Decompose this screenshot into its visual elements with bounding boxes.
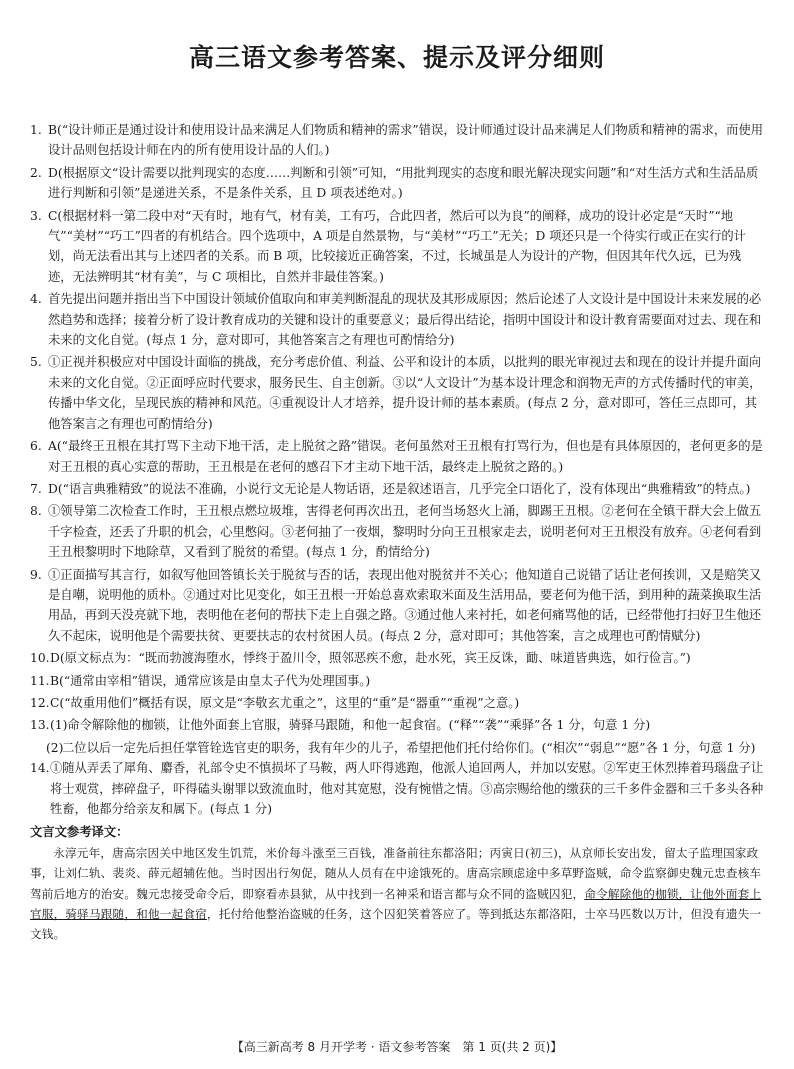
answer-item	[30, 120, 764, 161]
answer-number: 11.	[30, 673, 50, 688]
page-title: 高三语文参考答案、提示及评分细则	[188, 43, 605, 72]
answer-item-13	[30, 715, 764, 735]
answer-text: ①领导第二次检查工作时，王丑根点燃垃圾堆，害得老何再次出丑，老何当场怒火上涌，脚踢王丑根。②老何在全镇干群大会上做五千字检查，还丢了升职的机会，心里憋闷。③老何抽了一夜烟，黎明时分向王丑根家走去，说明老何对王丑根没有放弃。④老何看到王丑根黎明时下地除草，又看到了脱贫的希望。(每点 1 分，酌情给分)	[48, 504, 762, 560]
answer-item	[30, 758, 764, 819]
answer-text: ①随从弄丢了犀角、麝香，礼部令史不慎损坏了马鞍，两人吓得逃跑，他派人追回两人，并加以安慰。②军吏王休烈捧着玛瑙盘子让将士观赏，摔碎盘子，吓得磕头谢罪以致流血时，他对其宽慰，没有惋惜之情。③高宗赐给他的缴获的三千多件金器和三千多头各种牲畜，他都分给亲友和属下。(每点 1 分)	[50, 761, 764, 816]
answer-number: 9.	[30, 567, 42, 582]
answer-item	[30, 648, 764, 668]
answer-item	[30, 163, 764, 204]
answer-item	[30, 671, 764, 691]
answer-text: B(“设计师正是通过设计和使用设计品来满足人们物质和精神的需求”错误，设计师通过设计品来满足人们物质和精神的需求，而使用设计品则包括设计师在内的所有使用设计品的人们。)	[48, 123, 764, 158]
translation-underlined: 命令解除他的枷锁，让他外面套上官服，骑驿马跟随，和他一起食宿	[30, 886, 762, 922]
answer-item	[30, 436, 764, 477]
answer-number: 14.	[30, 761, 50, 776]
page-footer: 【高三新高考 8 月开学考 · 语文参考答案 第 1 页(共 2 页)】	[231, 1040, 563, 1054]
answer-number: 5.	[30, 355, 42, 370]
answer-number: 1.	[30, 123, 42, 137]
translation-part: 永淳元年，唐高宗因关中地区发生饥荒，米价每斗涨至三百钱，准备前往东都洛阳；丙寅日(初三)，从京师长安出发，留太子监理国家政事，让刘仁轨、裴炎、薛元超辅佐他。当时因出行匆促，随从人员有在中途饿死的。唐高宗顾虑途中多草野盗贼，命令监察御史魏元忠查核车驾前后地方的治安。魏元忠接受命令后，即察看赤县狱，从中找到一名神采和语言都与众不同的盗贼囚犯，	[30, 845, 762, 901]
answer-number: 8.	[30, 504, 42, 519]
translation-part: ，托付给他整治盗贼的任务，这个囚犯笑着答应了。等到抵达东都洛阳，士卒马匹数以万计，但没有遗失一文钱。	[30, 907, 762, 942]
answer-subpart	[50, 715, 764, 735]
answer-text: D(原文标点为：“既而勃渡海堕水，悸终于盈川令，照邻恶疾不愈，赴水死，宾王反诛，勔、味道皆典选，如行俭言。”)	[50, 651, 691, 666]
answer-number: 13.	[30, 718, 50, 733]
answer-number: 12.	[30, 695, 50, 710]
answer-number: 4.	[30, 292, 42, 307]
answer-text: ①正视并积极应对中国设计面临的挑战，充分考虑价值、利益、公平和设计的本质，以批判的眼光审视过去和现在的设计并提升面向未来的文化自觉。②正面呼应时代要求，服务民生、自主创新。③以“人文设计”为基本设计理念和润物无声的方式传播时代的审美，传播中华文化，呈现民族的精神和风范。④重视设计人才培养，提升设计师的基本素质。(每点 2 分，意对即可，答任三点即可，其他答案言之有理也可酌情给分)	[48, 355, 762, 431]
answer-number: 2.	[30, 165, 42, 180]
answer-number: 6.	[30, 439, 42, 454]
answer-number: 3.	[30, 208, 42, 223]
answer-text: A(“最终王丑根在其打骂下主动下地干活，走上脱贫之路”错误。老何虽然对王丑根有打骂行为，但也是有具体原因的，老何更多的是对王丑根的真心实意的帮助，王丑根是在老何的感召下才主动下地干活，最终走上脱贫之路的。)	[48, 439, 763, 474]
answer-text: C(“故重用他们”概括有误，原文是“李敬玄尤重之”，这里的“重”是“器重”“重视”之意。)	[50, 695, 520, 710]
answer-item	[30, 479, 764, 499]
answer-text: ①正面描写其言行，如叙写他回答镇长关于脱贫与否的话，表现出他对脱贫并不关心；他知道自己说错了话让老何挨训，又是赔笑又是自嘲，说明他的质朴。②通过对比见变化，如王丑根一开始总喜欢索取米面及生活用品，要老何为他干活，到用种的蔬菜换取生活用品，再到天没亮就下地，表明他在老何的帮扶下走上自强之路。③通过他人来衬托，如老何痛骂他的话，已经带他打扫好卫生他还久不起床，说明他是个需要扶贫、更要扶志的农村贫困人员。(每点 2 分，意对即可；其他答案，言之成理也可酌情赋分)	[48, 567, 762, 643]
answer-item	[30, 693, 764, 713]
subpart-text: 二位以后一定先后担任掌管铨选官吏的职务，我有年少的儿子，希望把他们托付给你们。(“相次”“弱息”“愿”各 1 分，句意 1 分)	[62, 740, 756, 755]
answer-text: 首先提出问题并指出当下中国设计领域价值取向和审美判断混乱的现状及其形成原因；然后论述了人文设计是中国设计未来发展的必然趋势和选择；接着分析了设计教育成功的关键和设计的重要意义；最后得出结论，指明中国设计和设计教育需要面对过去、现在和未来的文化自觉。(每点 1 分，意对即可，其他答案言之有理也可酌情给分)	[48, 292, 762, 348]
answer-number: 10.	[30, 651, 50, 666]
answer-text: D(根据原文“设计需要以批判现实的态度……判断和引领”可知，“用批判现实的态度和眼光解决现实问题”和“对生活方式和生活品质进行判断和引领”是递进关系，不是条件关系，且 D 项表述绝对。)	[48, 165, 759, 201]
answer-item	[30, 206, 764, 288]
answer-item	[30, 289, 764, 350]
answer-number: 7.	[30, 481, 42, 496]
answer-item	[30, 352, 764, 434]
translation-text	[30, 843, 764, 945]
subpart-text: 命令解除他的枷锁，让他外面套上官服，骑驿马跟随，和他一起食宿。(“释”“袭”“乘驿”各 1 分，句意 1 分)	[67, 718, 651, 733]
answer-text: B(“通常由宰相”错误，通常应该是由皇太子代为处理国事。)	[50, 673, 371, 688]
answer-text: C(根据材料一第二段中对“天有时，地有气，材有美，工有巧，合此四者，然后可以为良”的阐释，成功的设计必定是“天时”“地气”“美材”“巧工”四者的有机结合。四个选项中，A 项是自然景物，与“美材”“巧工”无关；D 项还只是一个待实行或正在实行的计划，尚无法看出其与上述四者的关系。而 B 项，比较接近正确答案，不过，长城虽是人为设计的产物，但因其年代久远，已为残迹，无法辨明其“材有美”，与 C 项相比，自然并非最佳答案。)	[48, 208, 746, 284]
answer-item	[30, 565, 764, 647]
subpart-number: (2)	[46, 740, 64, 755]
subpart-number: (1)	[50, 718, 68, 733]
answer-subpart	[30, 738, 764, 758]
answer-text: D(“语言典雅精致”的说法不准确，小说行文无论是人物话语，还是叙述语言，几乎完全口语化了，没有体现出“典雅精致”的特点。)	[48, 481, 751, 496]
answer-item	[30, 501, 764, 562]
translation-heading: 文言文参考译文：	[30, 825, 129, 840]
answer-list	[30, 120, 764, 945]
